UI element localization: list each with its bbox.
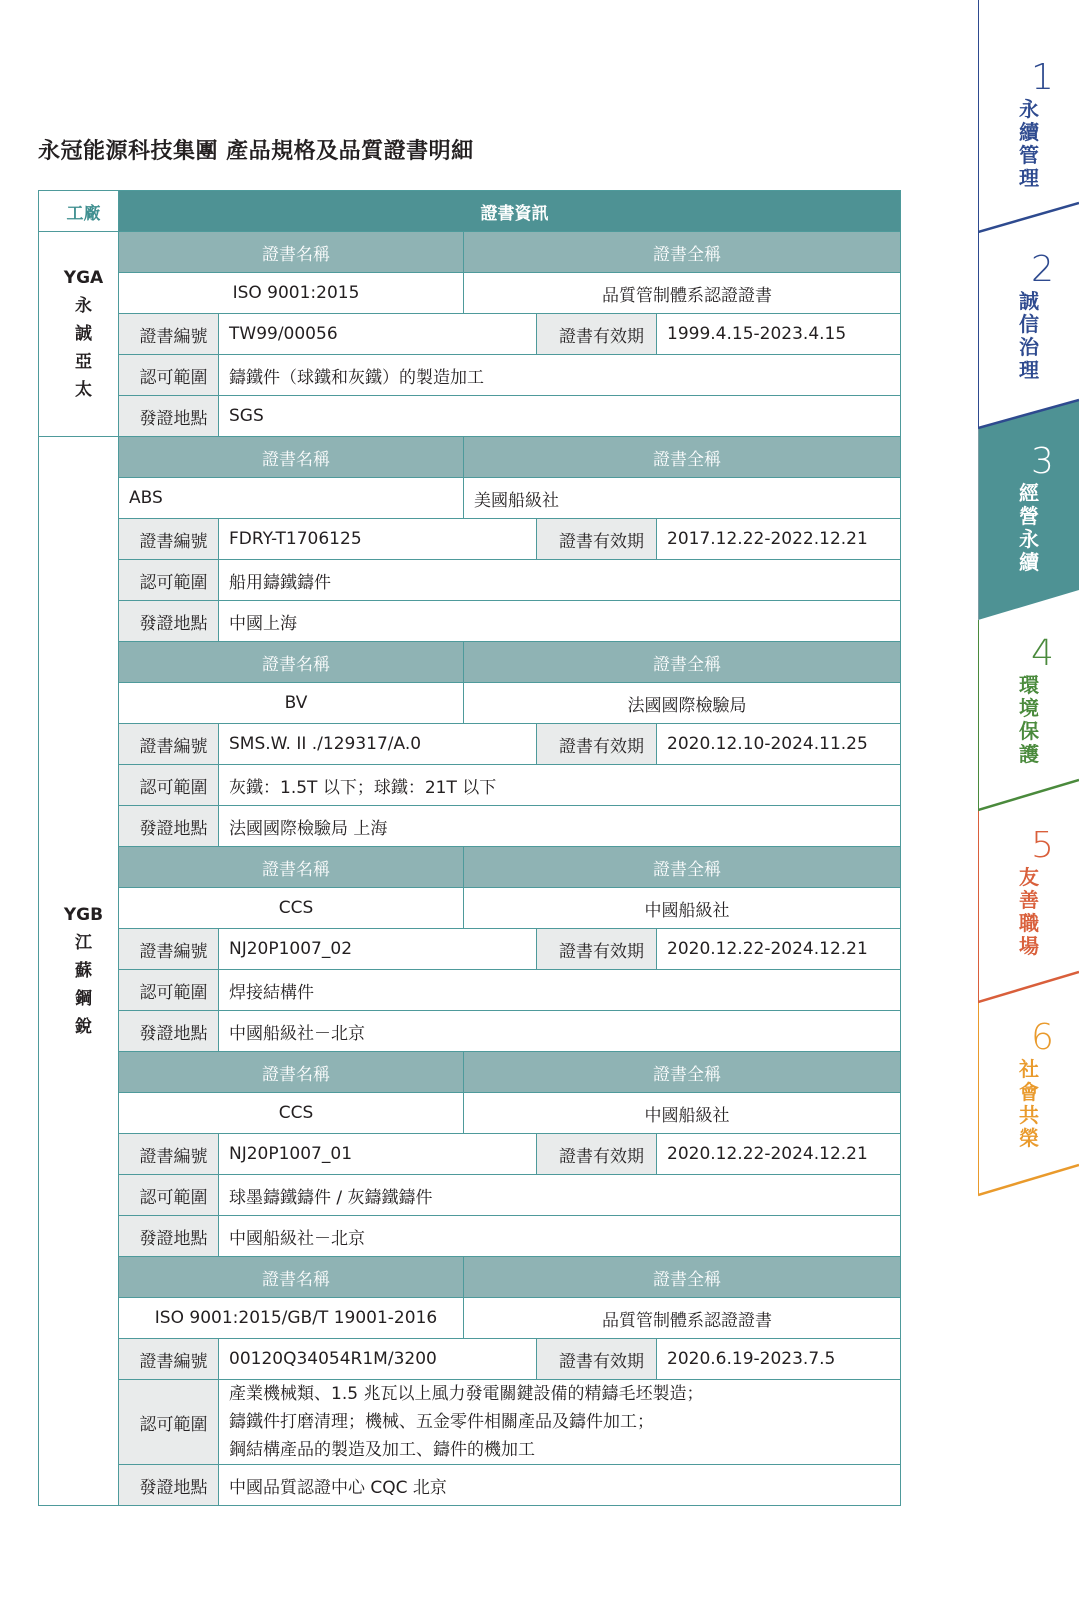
cert-number: FDRY-T1706125 (219, 519, 537, 560)
label-validity: 證書有效期 (537, 724, 657, 765)
cert-full-name: 美國船級社 (464, 478, 901, 519)
col-cert-name: 證書名稱 (119, 847, 464, 888)
cert-number-row (39, 519, 901, 560)
cert-scope-row (39, 355, 901, 396)
cert-issuer: 中國船級社－北京 (219, 1216, 901, 1257)
cert-issuer-row (39, 601, 901, 642)
label-issuer: 發證地點 (119, 601, 219, 642)
tab-sustainability-management[interactable] (978, 58, 1079, 190)
cert-name-row (39, 683, 901, 724)
cert-issuer: 中國品質認證中心 CQC 北京 (219, 1465, 901, 1506)
tab-divider (978, 972, 1079, 1002)
label-cert-number: 證書編號 (119, 314, 219, 355)
cert-full-name: 中國船級社 (464, 888, 901, 929)
col-cert-name: 證書名稱 (119, 1052, 464, 1093)
cert-number: SMS.W. II ./129317/A.0 (219, 724, 537, 765)
page-title: 永冠能源科技集團 產品規格及品質證書明細 (38, 139, 474, 164)
cert-issuer: SGS (219, 396, 901, 437)
cert-name: CCS (119, 1093, 464, 1134)
factory-ygb (39, 437, 119, 1506)
cert-name: BV (119, 683, 464, 724)
col-cert-name: 證書名稱 (119, 642, 464, 683)
cert-number-row (39, 929, 901, 970)
tab-number: 4 (1031, 633, 1054, 674)
label-cert-number: 證書編號 (119, 1339, 219, 1380)
factory-code: YGA (63, 268, 104, 288)
cert-validity: 2017.12.22-2022.12.21 (657, 519, 901, 560)
tab-number: 6 (1031, 1017, 1054, 1058)
cert-scope: 球墨鑄鐵鑄件 / 灰鑄鐵鑄件 (219, 1175, 901, 1216)
cert-scope-row (39, 1380, 901, 1465)
tab-divider (978, 203, 1079, 232)
cert-header-row (39, 847, 901, 888)
cert-header-row (39, 1257, 901, 1298)
label-scope: 認可範圍 (119, 560, 219, 601)
cert-scope: 鑄鐵件（球鐵和灰鐵）的製造加工 (219, 355, 901, 396)
col-cert-full: 證書全稱 (464, 232, 901, 273)
header-cert-info: 證書資訊 (119, 191, 901, 232)
scope-line: 鑄鐵件打磨清理；機械、五金零件相關產品及鑄件加工； (229, 1412, 654, 1432)
cert-validity: 2020.6.19-2023.7.5 (657, 1339, 901, 1380)
tab-social-prosperity[interactable] (978, 1018, 1079, 1150)
label-scope: 認可範圍 (119, 355, 219, 396)
cert-issuer-row (39, 1216, 901, 1257)
cert-scope-row (39, 970, 901, 1011)
cert-header-row (39, 1052, 901, 1093)
tab-number: 1 (1031, 57, 1054, 98)
cert-number: NJ20P1007_01 (219, 1134, 537, 1175)
tab-friendly-workplace[interactable] (978, 826, 1079, 958)
label-cert-number: 證書編號 (119, 1134, 219, 1175)
factory-name-char: 蘇 (75, 961, 92, 981)
cert-number-row (39, 314, 901, 355)
cert-number: 00120Q34054R1M/3200 (219, 1339, 537, 1380)
factory-yga (39, 232, 119, 437)
tab-divider (978, 780, 1079, 810)
cert-name-row (39, 1298, 901, 1339)
tab-label: 環境保護 (1019, 673, 1039, 766)
cert-validity: 1999.4.15-2023.4.15 (657, 314, 901, 355)
cert-scope-row (39, 765, 901, 806)
cert-header-row (39, 437, 901, 478)
label-issuer: 發證地點 (119, 1011, 219, 1052)
cert-number-row (39, 1134, 901, 1175)
sidebar-tab-shapes (978, 0, 1079, 1600)
cert-issuer: 中國船級社－北京 (219, 1011, 901, 1052)
label-issuer: 發證地點 (119, 396, 219, 437)
label-validity: 證書有效期 (537, 314, 657, 355)
cert-scope: 灰鐵：1.5T 以下；球鐵：21T 以下 (219, 765, 901, 806)
col-cert-name: 證書名稱 (119, 437, 464, 478)
factory-name-char: 銳 (75, 1017, 92, 1037)
cert-number-row (39, 724, 901, 765)
tab-label: 誠信治理 (1019, 289, 1039, 382)
factory-name-char: 太 (75, 380, 92, 400)
label-scope: 認可範圍 (119, 970, 219, 1011)
col-cert-name: 證書名稱 (119, 232, 464, 273)
cert-issuer-row (39, 396, 901, 437)
cert-issuer-row (39, 806, 901, 847)
cert-name-row (39, 1093, 901, 1134)
col-cert-full: 證書全稱 (464, 1052, 901, 1093)
tab-number: 5 (1031, 825, 1054, 866)
cert-validity: 2020.12.10-2024.11.25 (657, 724, 901, 765)
label-issuer: 發證地點 (119, 1465, 219, 1506)
tab-integrity-governance[interactable] (978, 250, 1079, 382)
scope-line: 鋼結構產品的製造及加工、鑄件的機加工 (229, 1440, 535, 1460)
cert-number-row (39, 1339, 901, 1380)
cert-number: NJ20P1007_02 (219, 929, 537, 970)
col-cert-full: 證書全稱 (464, 847, 901, 888)
cert-number: TW99/00056 (219, 314, 537, 355)
cert-name: ISO 9001:2015 (119, 273, 464, 314)
cert-name: CCS (119, 888, 464, 929)
label-validity: 證書有效期 (537, 519, 657, 560)
factory-code: YGB (63, 905, 104, 925)
factory-name-char: 亞 (75, 352, 92, 372)
label-scope: 認可範圍 (119, 1175, 219, 1216)
cert-full-name: 法國國際檢驗局 (464, 683, 901, 724)
col-cert-full: 證書全稱 (464, 642, 901, 683)
cert-header-row (39, 642, 901, 683)
cert-full-name: 品質管制體系認證證書 (464, 1298, 901, 1339)
tab-environmental-protection[interactable] (978, 634, 1079, 766)
cert-issuer-row (39, 1011, 901, 1052)
label-issuer: 發證地點 (119, 806, 219, 847)
label-cert-number: 證書編號 (119, 724, 219, 765)
col-cert-name: 證書名稱 (119, 1257, 464, 1298)
tab-number: 3 (1031, 441, 1054, 482)
tab-sustainable-operations[interactable] (978, 442, 1079, 574)
label-validity: 證書有效期 (537, 929, 657, 970)
col-cert-full: 證書全稱 (464, 1257, 901, 1298)
tab-label: 社會共榮 (1019, 1057, 1039, 1150)
label-cert-number: 證書編號 (119, 929, 219, 970)
tab-divider (978, 1165, 1079, 1195)
cert-header-row (39, 232, 901, 273)
tab-label: 永續管理 (1019, 97, 1039, 190)
certificate-table (38, 190, 901, 1506)
cert-name-row (39, 478, 901, 519)
factory-name-char: 永 (75, 296, 92, 316)
scope-line: 產業機械類、1.5 兆瓦以上風力發電關鍵設備的精鑄毛坯製造； (229, 1384, 704, 1404)
cert-name: ISO 9001:2015/GB/T 19001-2016 (119, 1298, 464, 1339)
cert-validity: 2020.12.22-2024.12.21 (657, 929, 901, 970)
factory-name-char: 江 (75, 933, 92, 953)
tab-label: 經營永續 (1019, 481, 1039, 574)
cert-name-row (39, 888, 901, 929)
label-scope: 認可範圍 (119, 1380, 219, 1465)
cert-scope-row (39, 1175, 901, 1216)
cert-scope (219, 1380, 901, 1465)
label-scope: 認可範圍 (119, 765, 219, 806)
factory-name-char: 鋼 (75, 989, 92, 1009)
label-validity: 證書有效期 (537, 1339, 657, 1380)
cert-name-row (39, 273, 901, 314)
chapter-sidebar (978, 0, 1079, 1600)
cert-scope: 焊接結構件 (219, 970, 901, 1011)
cert-full-name: 中國船級社 (464, 1093, 901, 1134)
cert-issuer: 中國上海 (219, 601, 901, 642)
label-cert-number: 證書編號 (119, 519, 219, 560)
col-cert-full: 證書全稱 (464, 437, 901, 478)
cert-validity: 2020.12.22-2024.12.21 (657, 1134, 901, 1175)
cert-issuer: 法國國際檢驗局 上海 (219, 806, 901, 847)
cert-scope-row (39, 560, 901, 601)
cert-issuer-row (39, 1465, 901, 1506)
cert-name: ABS (119, 478, 464, 519)
tab-label: 友善職場 (1019, 865, 1039, 958)
header-factory: 工廠 (39, 191, 119, 232)
table-header-row (39, 191, 901, 232)
cert-scope: 船用鑄鐵鑄件 (219, 560, 901, 601)
label-validity: 證書有效期 (537, 1134, 657, 1175)
tab-number: 2 (1031, 249, 1054, 290)
cert-full-name: 品質管制體系認證證書 (464, 273, 901, 314)
label-issuer: 發證地點 (119, 1216, 219, 1257)
factory-name-char: 誠 (75, 324, 92, 344)
